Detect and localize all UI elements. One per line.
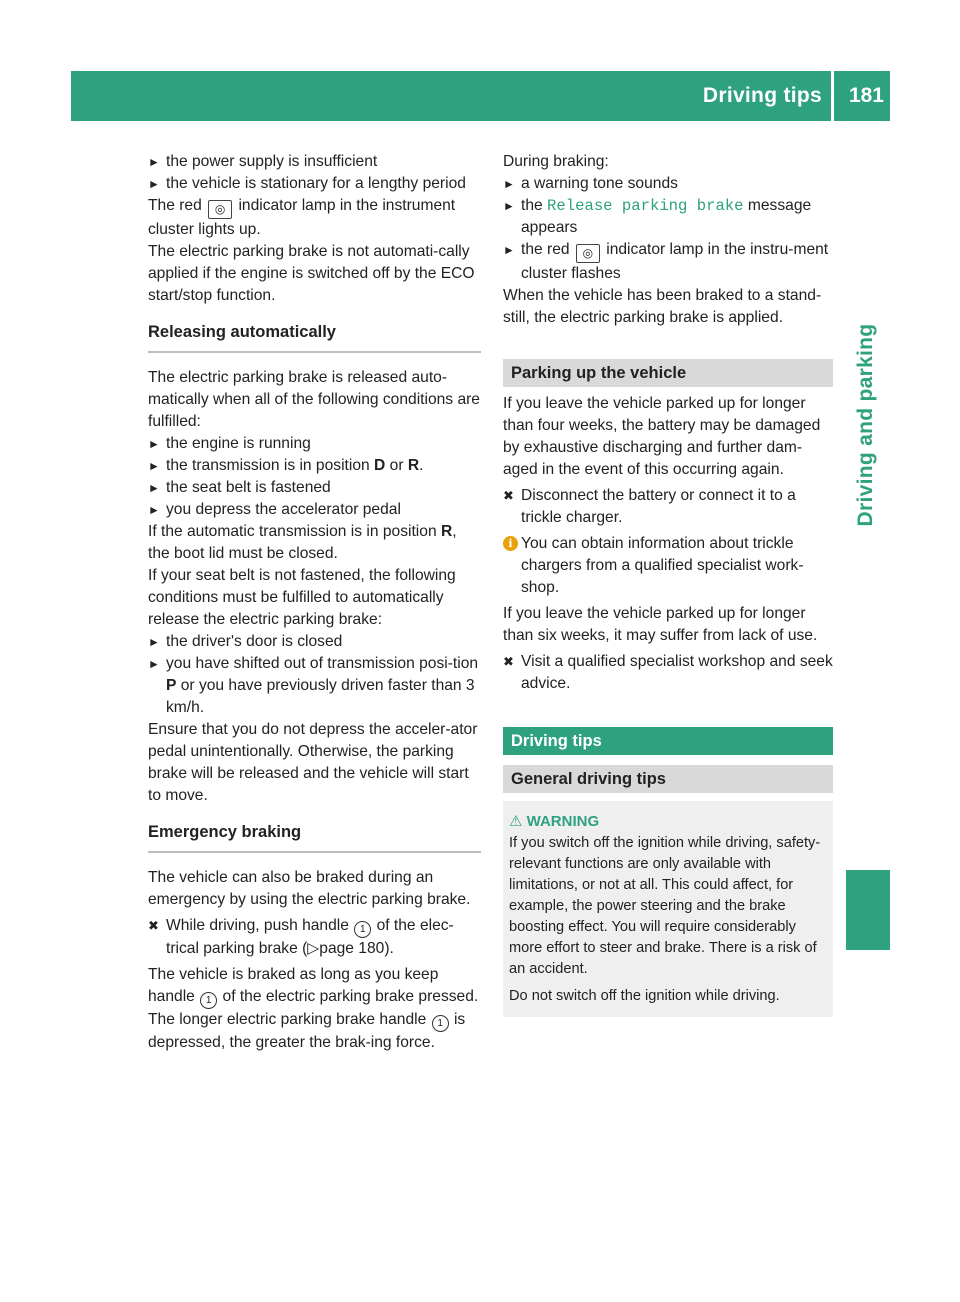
bullet-icon: ► <box>503 177 515 191</box>
list-item: ► the Release parking brake message appears <box>503 197 812 236</box>
list-item: ► the transmission is in position D or R. <box>148 455 481 477</box>
parking-brake-icon: ◎ <box>576 244 600 263</box>
bullet-icon: ► <box>503 199 515 213</box>
instruction-step: ✖ While driving, push handle 1 of the elec-trical parking brake (▷page 180). <box>148 917 454 957</box>
bullet-icon: ► <box>148 657 160 671</box>
warning-text: Do not switch off the ignition while driving. <box>509 988 780 1004</box>
paragraph: The electric parking brake is not automati-cally applied if the engine is switched off by the ECO start/stop function. <box>148 243 475 304</box>
warning-box <box>503 801 833 1017</box>
section-heading: Driving tips <box>503 727 833 755</box>
warning-triangle-icon: ⚠ <box>509 813 523 830</box>
paragraph: If your seat belt is not fastened, the following conditions must be fulfilled to automatically release the electric parking brake: <box>148 567 456 628</box>
side-tab <box>846 265 886 585</box>
handle-number-icon: 1 <box>432 1015 449 1032</box>
paragraph: If you leave the vehicle parked up for longer than four weeks, the battery may be damaged by exhaustive discharging and further dam-aged in the event of this occurring again. <box>503 395 821 478</box>
section-heading: Releasing automatically <box>148 321 481 353</box>
paragraph: If the automatic transmission is in position R, the boot lid must be closed. <box>148 523 457 562</box>
bullet-icon: ► <box>148 481 160 495</box>
step-arrow-icon: ✖ <box>148 918 159 933</box>
page-header <box>71 71 890 121</box>
instruction-step: ✖ Visit a qualified specialist workshop and seek advice. <box>503 653 833 692</box>
info-icon: i <box>503 536 518 551</box>
paragraph: The electric parking brake is released auto-matically when all of the following conditions are fulfilled: <box>148 369 480 430</box>
page-reference[interactable]: page 180 <box>319 940 385 957</box>
page-number: 181 <box>848 84 884 107</box>
bullet-icon: ► <box>503 243 515 257</box>
left-column <box>148 151 481 1054</box>
step-arrow-icon: ✖ <box>503 654 514 669</box>
paragraph: Ensure that you do not depress the acceler-ator pedal unintentionally. Otherwise, the parking brake will be released and the vehicle will start to move. <box>148 721 478 804</box>
instruction-step: ✖ Disconnect the battery or connect it to a trickle charger. <box>503 487 796 526</box>
header-divider <box>831 71 834 121</box>
warning-text: If you switch off the ignition while driving, safety-relevant functions are only available with limitations, or not at all. This could affect, for example, the power steering and the brake boosting effect. You will require considerably more effort to steer and brake. There is a risk of an accident. <box>509 835 821 977</box>
page-ref-arrow-icon: ▷ <box>307 940 320 957</box>
list-item: ► you have shifted out of transmission posi-tion P or you have previously driven faster than 3 km/h. <box>148 655 479 716</box>
paragraph: The vehicle can also be braked during an emergency by using the electric parking brake. <box>148 869 471 908</box>
side-tab-marker <box>846 870 890 950</box>
right-column <box>503 151 833 1017</box>
section-title: Driving tips <box>702 84 822 107</box>
list-item: ► a warning tone sounds <box>503 173 833 195</box>
list-item: ► the engine is running <box>148 433 481 455</box>
handle-number-icon: 1 <box>354 921 371 938</box>
bullet-icon: ► <box>148 635 160 649</box>
bullet-text: the vehicle is stationary for a lengthy period <box>166 175 466 192</box>
step-arrow-icon: ✖ <box>503 488 514 503</box>
bullet-icon: ► <box>148 503 160 517</box>
handle-number-icon: 1 <box>200 992 217 1009</box>
section-heading: Parking up the vehicle <box>503 359 833 387</box>
paragraph: If you leave the vehicle parked up for longer than six weeks, it may suffer from lack of use. <box>503 605 818 644</box>
info-note: i You can obtain information about trickle chargers from a qualified specialist work-shop. <box>503 533 833 599</box>
section-heading: Emergency braking <box>148 821 481 853</box>
list-item: ► the driver's door is closed <box>148 631 481 653</box>
paragraph: The vehicle is braked as long as you keep handle 1 of the electric parking brake pressed. The longer electric parking brake handle 1 is depressed, the greater the brak-ing force. <box>148 966 479 1051</box>
bullet-icon: ► <box>148 177 160 191</box>
list-item: ► you depress the accelerator pedal <box>148 499 481 521</box>
paragraph: The red ◎ indicator lamp in the instrument cluster lights up. <box>148 197 456 238</box>
paragraph: When the vehicle has been braked to a stand-still, the electric parking brake is applied. <box>503 287 822 326</box>
side-tab-label: Driving and parking <box>854 323 877 527</box>
bullet-icon: ► <box>148 155 160 169</box>
list-item <box>148 173 481 195</box>
paragraph: During braking: <box>503 153 609 170</box>
display-message: Release parking brake <box>547 197 744 215</box>
list-item <box>148 151 481 173</box>
bullet-text: the power supply is insufficient <box>166 153 378 170</box>
parking-brake-icon: ◎ <box>208 200 232 219</box>
list-item: ► the seat belt is fastened <box>148 477 481 499</box>
warning-heading: ⚠ WARNING <box>509 813 600 830</box>
list-item: ► the red ◎ indicator lamp in the instru-ment cluster flashes <box>503 241 829 282</box>
bullet-icon: ► <box>148 459 160 473</box>
subsection-heading: General driving tips <box>503 765 833 793</box>
bullet-icon: ► <box>148 437 160 451</box>
